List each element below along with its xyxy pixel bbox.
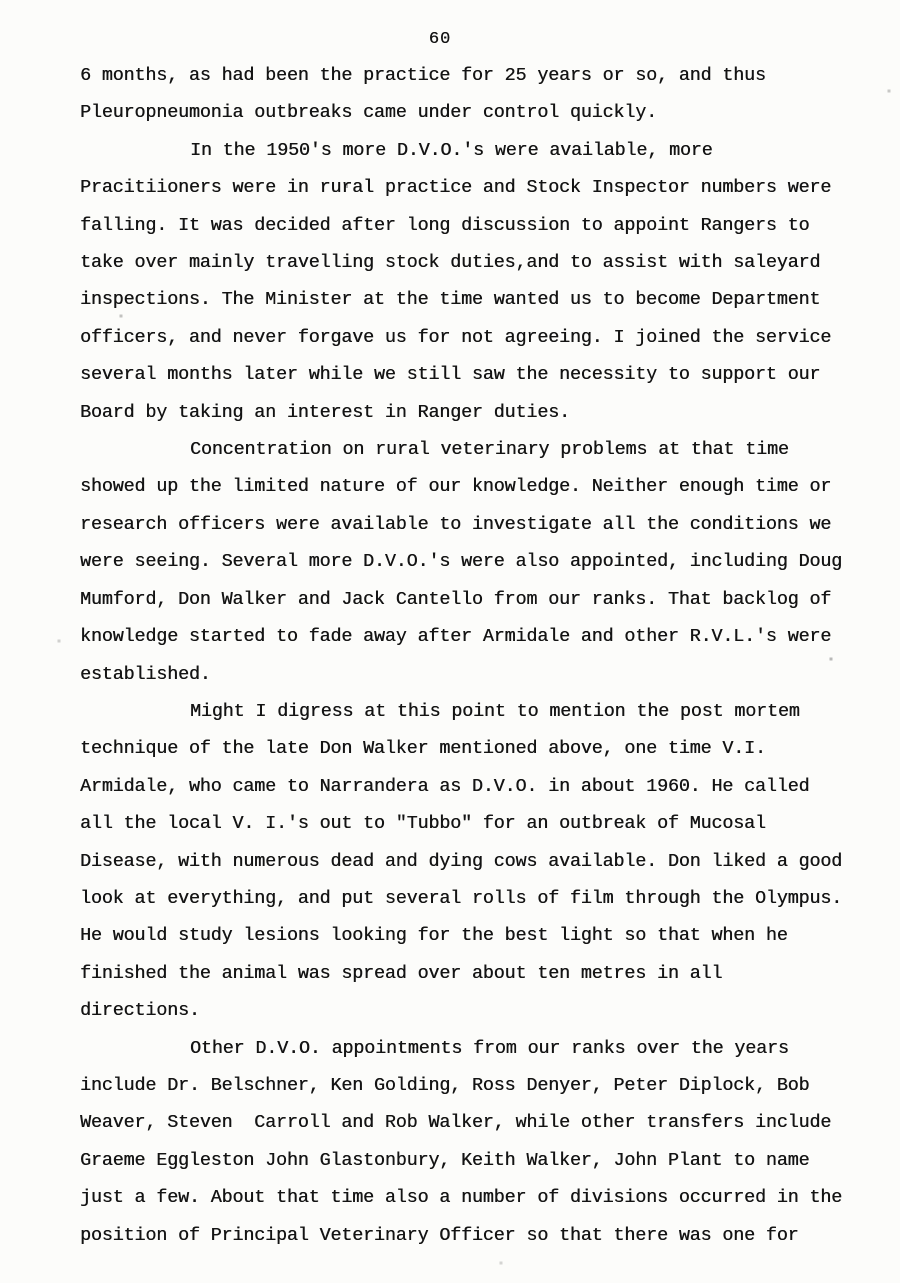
paragraph	[80, 57, 880, 132]
text-line: showed up the limited nature of our knowledge. Neither enough time or	[80, 476, 832, 498]
text-line: were seeing. Several more D.V.O.'s were also appointed, including Doug	[80, 551, 843, 573]
page-number: 60	[428, 30, 452, 49]
text-line: include Dr. Belschner, Ken Golding, Ross Denyer, Peter Diplock, Bob	[80, 1074, 810, 1096]
text-line: directions.	[80, 1000, 200, 1022]
text-line: inspections. The Minister at the time wanted us to become Department	[80, 289, 821, 311]
text-line: established.	[80, 663, 211, 685]
scan-speckles	[0, 0, 2, 2]
paragraph	[80, 1030, 880, 1254]
text-line: Mumford, Don Walker and Jack Cantello from our ranks. That backlog of	[80, 588, 832, 610]
text-line: research officers were available to investigate all the conditions we	[80, 513, 832, 535]
paragraph	[80, 431, 880, 693]
text-line: falling. It was decided after long discussion to appoint Rangers to	[80, 214, 810, 236]
document-body	[80, 57, 880, 1254]
text-line: In the 1950's more D.V.O.'s were available, more	[190, 139, 713, 161]
text-line: Disease, with numerous dead and dying cows available. Don liked a good	[80, 850, 843, 872]
text-line: Other D.V.O. appointments from our ranks over the years	[190, 1037, 789, 1059]
text-line: look at everything, and put several rolls of film through the Olympus.	[80, 887, 843, 909]
text-line: Pracitiioners were in rural practice and Stock Inspector numbers were	[80, 177, 832, 199]
text-line: He would study lesions looking for the best light so that when he	[80, 925, 788, 947]
paragraph	[80, 132, 880, 431]
text-line: Graeme Eggleston John Glastonbury, Keith Walker, John Plant to name	[80, 1149, 810, 1171]
text-line: just a few. About that time also a number of divisions occurred in the	[80, 1187, 843, 1209]
text-line: Concentration on rural veterinary problems at that time	[190, 439, 789, 461]
text-line: Board by taking an interest in Ranger duties.	[80, 401, 570, 423]
text-line: several months later while we still saw the necessity to support our	[80, 364, 821, 386]
text-line: all the local V. I.'s out to "Tubbo" for an outbreak of Mucosal	[80, 813, 766, 835]
text-line: take over mainly travelling stock duties,and to assist with saleyard	[80, 252, 821, 274]
text-line: knowledge started to fade away after Armidale and other R.V.L.'s were	[80, 626, 832, 648]
text-line: Pleuropneumonia outbreaks came under control quickly.	[80, 102, 657, 124]
text-line: 6 months, as had been the practice for 25 years or so, and thus	[80, 65, 766, 86]
text-line: position of Principal Veterinary Officer so that there was one for	[80, 1224, 799, 1246]
text-line: technique of the late Don Walker mentioned above, one time V.I.	[80, 738, 766, 760]
text-line: Armidale, who came to Narrandera as D.V.O. in about 1960. He called	[80, 775, 810, 797]
text-line: finished the animal was spread over about ten metres in all	[80, 962, 723, 984]
text-line: Weaver, Steven Carroll and Rob Walker, while other transfers include	[80, 1112, 832, 1134]
text-line: Might I digress at this point to mention the post mortem	[190, 700, 800, 722]
paragraph	[80, 693, 880, 1030]
text-line: officers, and never forgave us for not agreeing. I joined the service	[80, 326, 832, 348]
